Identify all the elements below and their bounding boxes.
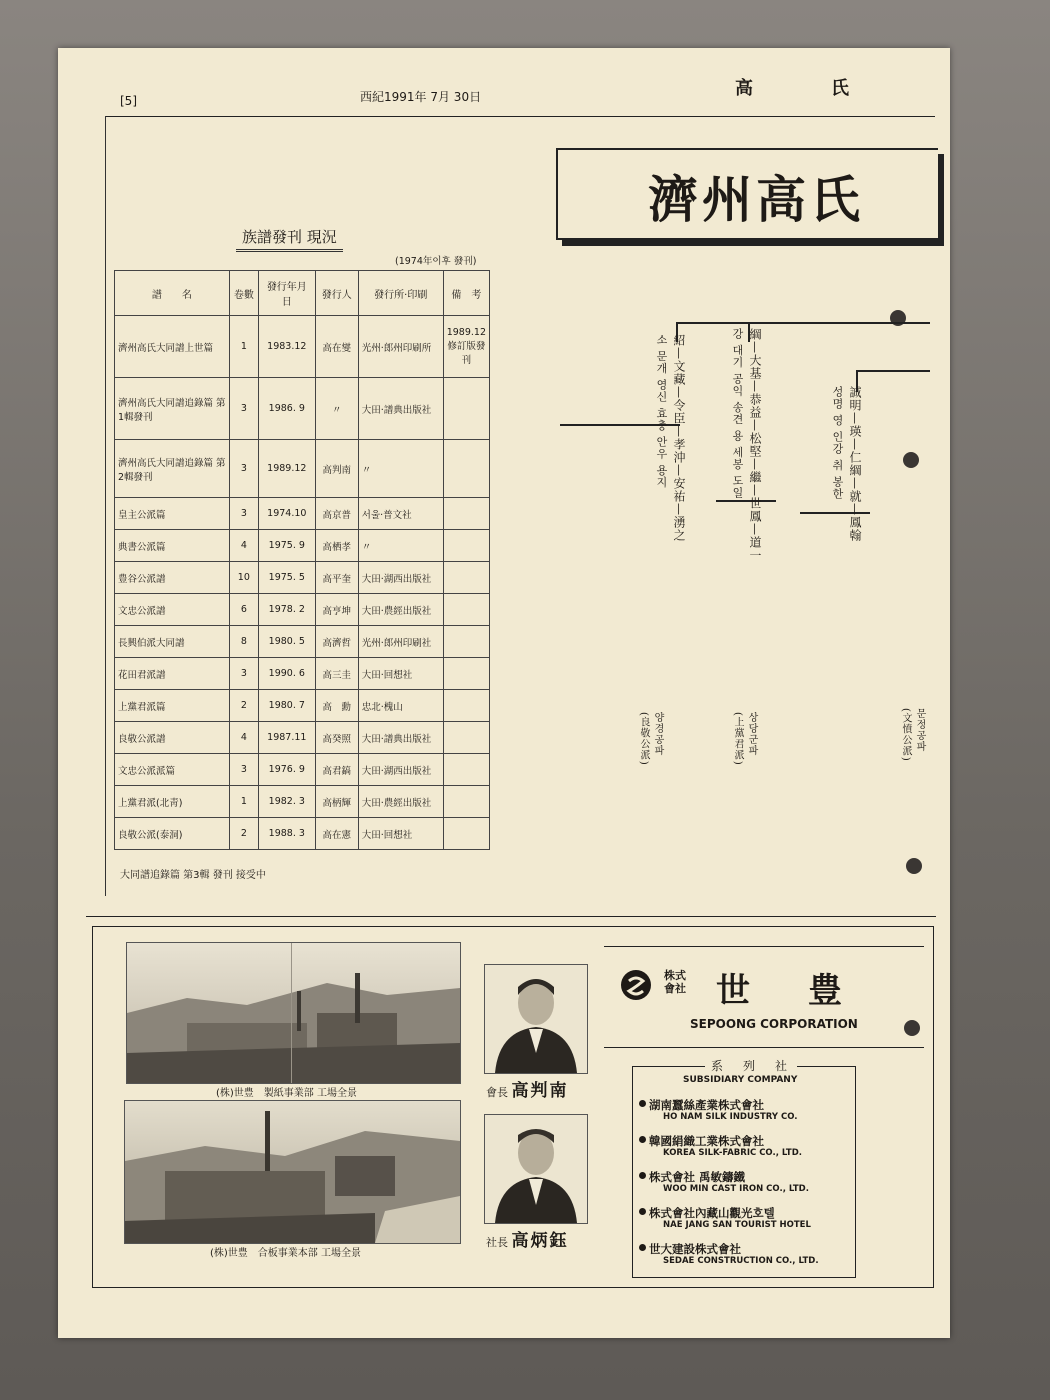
table-cell-printer: 大田·回想社 [358, 818, 443, 850]
column-header: 卷數 [229, 271, 258, 316]
chairman-portrait [484, 964, 588, 1074]
photo-caption: (株)世豊 合板事業本部 工場全景 [210, 1248, 361, 1259]
portrait-image [485, 965, 587, 1073]
column-header: 發行年月日 [258, 271, 315, 316]
genealogy-column: 紹—文藏—令臣—孝沖—安祐—湧之 [672, 334, 686, 542]
company-prefix: 株式 會社 [664, 969, 686, 995]
banner-title: 濟州高氏 [648, 171, 864, 229]
table-cell-printer: 忠北·槐山 [358, 690, 443, 722]
table-cell-vol: 10 [229, 562, 258, 594]
table-cell-note [443, 378, 489, 440]
bullet-icon [639, 1136, 646, 1143]
table-row [115, 818, 490, 850]
table-cell-name: 長興伯派大同譜 [115, 626, 230, 658]
president-title: 社長 [486, 1236, 508, 1249]
table-row [115, 754, 490, 786]
genealogy-column: 강 대기 공익 송견 용 세봉 도일 [731, 328, 744, 499]
factory-photo [126, 942, 461, 1084]
tree-connector [676, 322, 930, 324]
table-cell-name: 濟州高氏大同譜追錄篇 第1輯發刊 [115, 378, 230, 440]
table-cell-date: 1990. 6 [258, 658, 315, 690]
portrait-image [485, 1115, 587, 1223]
header-rule [105, 116, 935, 117]
table-cell-printer: 光州·郎州印刷所 [358, 316, 443, 378]
binder-hole [906, 858, 922, 874]
table-row [115, 498, 490, 530]
table-cell-vol: 4 [229, 722, 258, 754]
table-cell-printer: 大田·譜典出版社 [358, 722, 443, 754]
subsidiary-name: 湖南蠶絲產業株式會社 [649, 1098, 764, 1112]
bullet-icon [639, 1208, 646, 1215]
table-row [115, 594, 490, 626]
publication-table [114, 270, 490, 850]
table-cell-date: 1987.11 [258, 722, 315, 754]
table-cell-date: 1986. 9 [258, 378, 315, 440]
table-cell-date: 1983.12 [258, 316, 315, 378]
bullet-icon [639, 1172, 646, 1179]
table-cell-note [443, 690, 489, 722]
table-cell-date: 1976. 9 [258, 754, 315, 786]
table-cell-note [443, 658, 489, 690]
table-title: 族譜發刊 現況 [236, 226, 343, 252]
table-cell-date: 1982. 3 [258, 786, 315, 818]
table-row [115, 378, 490, 440]
table-cell-note [443, 530, 489, 562]
table-cell-printer: 〃 [358, 440, 443, 498]
table-cell-pub: 高濟哲 [315, 626, 358, 658]
table-note: (1974年이후 發刊) [395, 256, 477, 267]
company-name: 世 豊 [716, 971, 854, 1011]
photo-caption: (株)世豊 製紙事業部 工場全景 [216, 1088, 357, 1099]
table-cell-note [443, 626, 489, 658]
table-cell-vol: 3 [229, 658, 258, 690]
table-cell-name: 文忠公派派篇 [115, 754, 230, 786]
column-header: 發行所·印刷 [358, 271, 443, 316]
subsidiary-name-en: HO NAM SILK INDUSTRY CO. [663, 1112, 798, 1122]
subsidiary-name-en: SEDAE CONSTRUCTION CO., LTD. [663, 1256, 819, 1266]
branch-label: (良敬公派) [638, 712, 649, 766]
table-cell-printer: 大田·回想社 [358, 658, 443, 690]
table-cell-vol: 2 [229, 690, 258, 722]
factory-photo-image [127, 943, 460, 1083]
table-cell-vol: 3 [229, 498, 258, 530]
table-cell-note [443, 754, 489, 786]
table-cell-pub: 高平奎 [315, 562, 358, 594]
president-name: 高炳鈺 [511, 1231, 569, 1251]
table-cell-printer: 大田·農經出版社 [358, 594, 443, 626]
table-cell-pub: 高 勳 [315, 690, 358, 722]
table-cell-name: 文忠公派譜 [115, 594, 230, 626]
table-cell-name: 花田君派譜 [115, 658, 230, 690]
genealogy-column: 誠明—瑛—仁綱—就—鳳翰 [848, 386, 862, 542]
branch-label: 상당군파 [746, 712, 757, 756]
subsidiary-name-en: WOO MIN CAST IRON CO., LTD. [663, 1184, 809, 1194]
table-cell-name: 良敬公派譜 [115, 722, 230, 754]
issue-date: 西紀1991年 7月 30日 [360, 90, 482, 104]
table-cell-vol: 8 [229, 626, 258, 658]
table-cell-pub: 高在燮 [315, 316, 358, 378]
binder-hole [890, 310, 906, 326]
company-logo-icon [620, 969, 652, 1001]
table-cell-date: 1980. 5 [258, 626, 315, 658]
table-cell-name: 濟州高氏大同譜上世篇 [115, 316, 230, 378]
table-cell-name: 豊谷公派譜 [115, 562, 230, 594]
subsidiary-title: 系 列 社 [705, 1057, 797, 1074]
table-row [115, 658, 490, 690]
table-cell-name: 上黨君派(北靑) [115, 786, 230, 818]
table-cell-vol: 1 [229, 316, 258, 378]
table-cell-pub: 高君鎬 [315, 754, 358, 786]
table-cell-note [443, 562, 489, 594]
table-cell-printer: 大田·湖西出版社 [358, 754, 443, 786]
section-rule [86, 916, 936, 917]
table-cell-name: 典書公派篇 [115, 530, 230, 562]
table-cell-pub: 高判南 [315, 440, 358, 498]
branch-label: 양경공파 [652, 712, 663, 756]
table-cell-vol: 1 [229, 786, 258, 818]
table-cell-printer: 大田·譜典出版社 [358, 378, 443, 440]
table-cell-vol: 3 [229, 378, 258, 440]
table-cell-name: 濟州高氏大同譜追錄篇 第2輯發刊 [115, 440, 230, 498]
table-cell-vol: 3 [229, 440, 258, 498]
table-row [115, 690, 490, 722]
table-row [115, 440, 490, 498]
table-row [115, 562, 490, 594]
table-cell-printer: 光州·郎州印刷社 [358, 626, 443, 658]
table-cell-vol: 6 [229, 594, 258, 626]
president-label [486, 1226, 569, 1251]
table-cell-date: 1978. 2 [258, 594, 315, 626]
factory-photo [124, 1100, 461, 1244]
tree-connector [716, 500, 776, 502]
genealogy-column: 성명 영 인강 취 봉한 [831, 386, 844, 500]
subsidiary-name: 韓國絹織工業株式會社 [649, 1134, 764, 1148]
table-cell-note [443, 786, 489, 818]
table-row [115, 626, 490, 658]
chairman-label [486, 1076, 569, 1101]
table-cell-date: 1989.12 [258, 440, 315, 498]
table-cell-pub: 高癸照 [315, 722, 358, 754]
table-cell-note [443, 594, 489, 626]
branch-label: (文憤公派) [900, 708, 911, 762]
page-number: [5] [120, 94, 137, 108]
table-cell-date: 1988. 3 [258, 818, 315, 850]
subsidiary-name-en: KOREA SILK-FABRIC CO., LTD. [663, 1148, 802, 1158]
table-cell-note [443, 498, 489, 530]
table-cell-vol: 2 [229, 818, 258, 850]
genealogy-column: 소 문개 영신 효충 안우 용지 [655, 334, 668, 489]
column-header: 發行人 [315, 271, 358, 316]
table-cell-pub: 高在憲 [315, 818, 358, 850]
company-logo-block [604, 946, 924, 1048]
table-row [115, 530, 490, 562]
table-cell-note: 1989.12 修訂版發刊 [443, 316, 489, 378]
subsidiary-name: 株式會社內藏山觀光호텔 [649, 1206, 775, 1220]
table-cell-date: 1980. 7 [258, 690, 315, 722]
chairman-title: 會長 [486, 1086, 508, 1099]
table-cell-note [443, 722, 489, 754]
table-cell-pub: 高三圭 [315, 658, 358, 690]
paper-name: 高 氏 [735, 78, 863, 99]
table-cell-pub: 〃 [315, 378, 358, 440]
bullet-icon [639, 1100, 646, 1107]
table-cell-name: 上黨君派篇 [115, 690, 230, 722]
column-header: 譜 名 [115, 271, 230, 316]
company-name-en: SEPOONG CORPORATION [690, 1017, 858, 1031]
table-row [115, 786, 490, 818]
table-cell-printer: 서울·普文社 [358, 498, 443, 530]
branch-label: (上黨君派) [732, 712, 743, 766]
factory-photo-image [125, 1101, 460, 1243]
table-header-row [115, 271, 490, 316]
binder-hole [903, 452, 919, 468]
table-cell-pub: 高栖孝 [315, 530, 358, 562]
genealogy-column: 綱—大基—恭益—松堅—繼—世鳳—道一 [748, 328, 762, 562]
subsidiary-box [632, 1059, 856, 1278]
title-banner [556, 148, 938, 240]
table-cell-note [443, 818, 489, 850]
table-cell-name: 皇主公派篇 [115, 498, 230, 530]
bullet-icon [639, 1244, 646, 1251]
subsidiary-title-en: SUBSIDIARY COMPANY [683, 1075, 798, 1085]
table-cell-note [443, 440, 489, 498]
table-cell-date: 1974.10 [258, 498, 315, 530]
table-cell-name: 良敬公派(泰洞) [115, 818, 230, 850]
left-rule [105, 116, 106, 896]
subsidiary-name: 株式會社 禹敏鑄鐵 [649, 1170, 746, 1184]
table-row [115, 316, 490, 378]
tree-connector [856, 370, 930, 372]
table-cell-vol: 4 [229, 530, 258, 562]
table-cell-date: 1975. 5 [258, 562, 315, 594]
table-cell-vol: 3 [229, 754, 258, 786]
table-cell-printer: 大田·湖西出版社 [358, 562, 443, 594]
table-cell-pub: 高亨坤 [315, 594, 358, 626]
president-portrait [484, 1114, 588, 1224]
table-cell-pub: 高京普 [315, 498, 358, 530]
subsidiary-name: 世大建設株式會社 [649, 1242, 741, 1256]
table-cell-printer: 大田·農經出版社 [358, 786, 443, 818]
branch-label: 문정공파 [914, 708, 925, 752]
chairman-name: 高判南 [511, 1081, 569, 1101]
table-footnote: 大同譜追錄篇 第3輯 發刊 接受中 [120, 870, 266, 881]
table-row [115, 722, 490, 754]
table-cell-pub: 高柄輝 [315, 786, 358, 818]
column-header: 備 考 [443, 271, 489, 316]
table-cell-date: 1975. 9 [258, 530, 315, 562]
subsidiary-name-en: NAE JANG SAN TOURIST HOTEL [663, 1220, 811, 1230]
table-cell-printer: 〃 [358, 530, 443, 562]
